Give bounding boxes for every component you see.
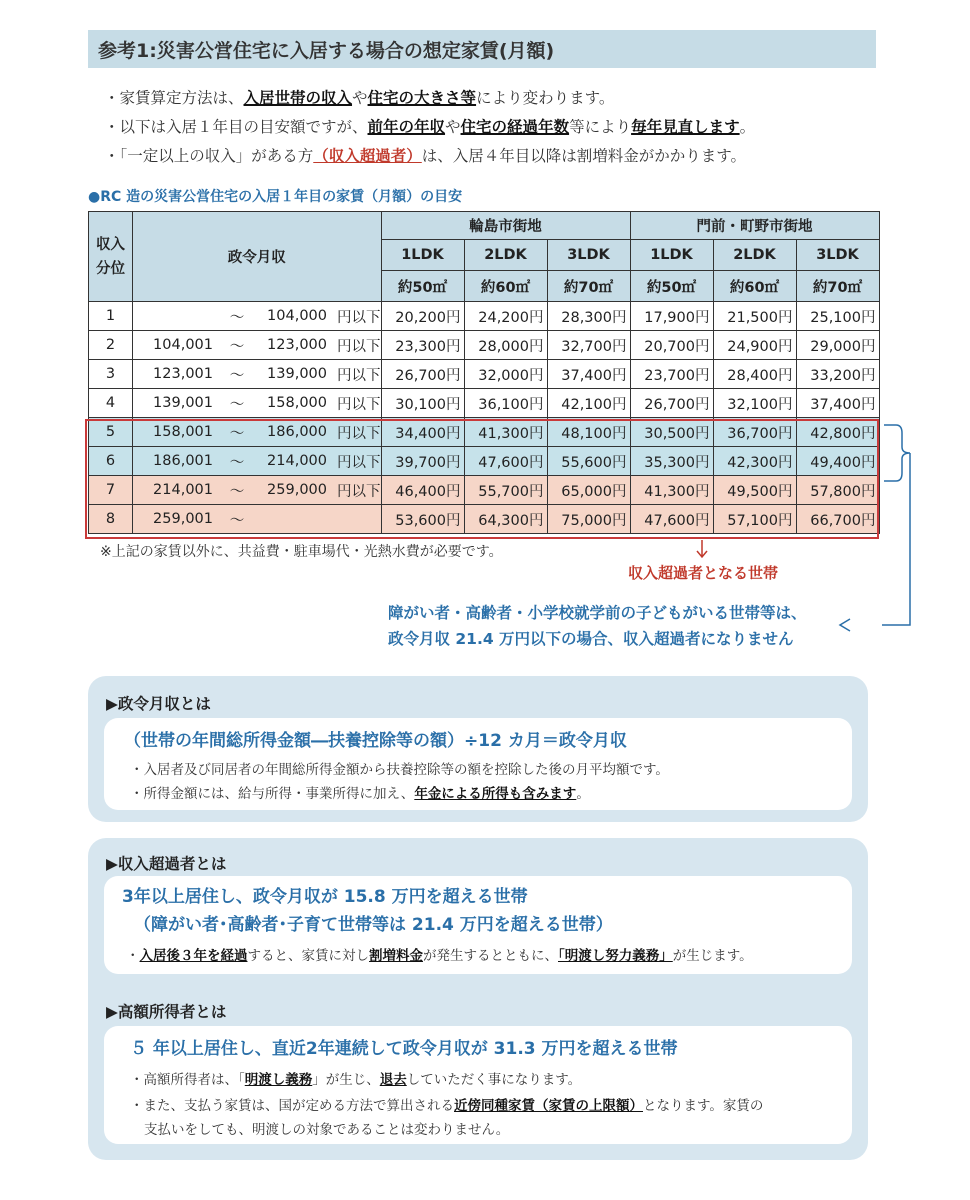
emphasis: 割増料金 bbox=[369, 948, 423, 964]
text: 。 bbox=[576, 786, 590, 802]
income-rank: 1 bbox=[89, 302, 133, 331]
income-lo: 123,001 bbox=[153, 366, 213, 382]
text: は、入居４年目以降は割増料金がかかります。 bbox=[421, 147, 747, 165]
text: していただく事になります。 bbox=[406, 1072, 582, 1088]
income-hi: 104,000 bbox=[267, 308, 327, 324]
panel-head: ▶収入超過者とは bbox=[106, 855, 227, 873]
rent-value: 53,600円 bbox=[381, 505, 464, 534]
income-hi: 186,000 bbox=[267, 424, 327, 440]
text: や bbox=[445, 118, 461, 136]
header-room-size: 約60㎡ bbox=[464, 271, 547, 302]
income-range bbox=[133, 302, 382, 331]
emphasis: 住宅の経過年数 bbox=[460, 118, 570, 136]
card-line bbox=[126, 944, 753, 964]
rent-value: 26,700円 bbox=[630, 389, 713, 418]
income-range bbox=[133, 447, 382, 476]
text: となります。家賃の bbox=[643, 1098, 764, 1114]
text: 。 bbox=[739, 118, 756, 136]
formula: （世帯の年間総所得金額―扶養控除等の額）÷12 カ月＝政令月収 bbox=[124, 731, 627, 751]
table-row bbox=[89, 389, 880, 418]
title-bar bbox=[88, 30, 876, 68]
emphasis-red: （収入超過者） bbox=[313, 147, 422, 165]
rent-value: 57,800円 bbox=[796, 476, 879, 505]
text: ・所得金額には、給与所得・事業所得に加え、 bbox=[130, 786, 415, 802]
rent-value: 55,700円 bbox=[464, 476, 547, 505]
rent-value: 49,400円 bbox=[796, 447, 879, 476]
table-row bbox=[89, 302, 880, 331]
header-room-type: 3LDK bbox=[547, 240, 630, 271]
rent-value: 29,000円 bbox=[796, 331, 879, 360]
panel-head: ▶政令月収とは bbox=[106, 695, 211, 713]
text: ・また、支払う家賃は、国が定める方法で算出される bbox=[130, 1098, 454, 1114]
emphasis: 明渡し義務 bbox=[244, 1072, 313, 1088]
income-lo: 259,001 bbox=[153, 511, 213, 527]
header-room-type: 1LDK bbox=[630, 240, 713, 271]
rent-value: 20,200円 bbox=[381, 302, 464, 331]
rent-value: 41,300円 bbox=[464, 418, 547, 447]
income-range bbox=[133, 505, 382, 534]
income-unit: 円以下 bbox=[337, 483, 381, 500]
emphasis: 住宅の大きさ等 bbox=[367, 89, 477, 107]
exemption-note-line: 障がい者・高齢者・小学校就学前の子どもがいる世帯等は、 bbox=[388, 604, 807, 622]
income-rank: 3 bbox=[89, 360, 133, 389]
income-range bbox=[133, 360, 382, 389]
rent-value: 28,400円 bbox=[713, 360, 796, 389]
rent-value: 30,100円 bbox=[381, 389, 464, 418]
income-rank: 2 bbox=[89, 331, 133, 360]
income-tilde: ～ bbox=[229, 367, 245, 384]
rent-value: 41,300円 bbox=[630, 476, 713, 505]
income-hi: 158,000 bbox=[267, 395, 327, 411]
income-lo: 158,001 bbox=[153, 424, 213, 440]
rent-value: 47,600円 bbox=[464, 447, 547, 476]
text: ・高額所得者は、「 bbox=[130, 1072, 245, 1088]
rent-value: 32,000円 bbox=[464, 360, 547, 389]
rent-value: 39,700円 bbox=[381, 447, 464, 476]
panel-income-excess bbox=[88, 838, 868, 1160]
text: が生じます。 bbox=[672, 948, 753, 964]
rent-value: 30,500円 bbox=[630, 418, 713, 447]
blue-arrowhead bbox=[836, 617, 852, 633]
intro-bullets bbox=[104, 84, 904, 171]
rent-value: 32,100円 bbox=[713, 389, 796, 418]
income-tilde: ～ bbox=[229, 425, 245, 442]
rent-value: 37,400円 bbox=[547, 360, 630, 389]
table-title: ●RC 造の災害公営住宅の入居１年目の家賃（月額）の目安 bbox=[88, 189, 463, 205]
rent-value: 42,300円 bbox=[713, 447, 796, 476]
income-rank: 7 bbox=[89, 476, 133, 505]
high-income-card bbox=[104, 1026, 852, 1144]
rent-value: 33,200円 bbox=[796, 360, 879, 389]
emphasis: 毎年見直します bbox=[631, 118, 740, 136]
rent-value: 48,100円 bbox=[547, 418, 630, 447]
rent-value: 32,700円 bbox=[547, 331, 630, 360]
income-hi: 259,000 bbox=[267, 482, 327, 498]
header-rank: 収入 分位 bbox=[89, 212, 133, 302]
header-room-type: 1LDK bbox=[381, 240, 464, 271]
rent-value: 28,300円 bbox=[547, 302, 630, 331]
panel-seirei-gesshu bbox=[88, 676, 868, 822]
emphasis: 近傍同種家賃（家賃の上限額） bbox=[454, 1098, 643, 1114]
exemption-note-line: 政令月収 21.4 万円以下の場合、収入超過者になりません bbox=[388, 630, 794, 648]
excess-label: 収入超過者となる世帯 bbox=[628, 564, 779, 582]
income-unit: 円以下 bbox=[337, 367, 381, 384]
income-tilde: ～ bbox=[229, 483, 245, 500]
text: や bbox=[352, 89, 368, 107]
rent-value: 57,100円 bbox=[713, 505, 796, 534]
income-rank: 4 bbox=[89, 389, 133, 418]
excess-card bbox=[104, 876, 852, 974]
income-lo: 214,001 bbox=[153, 482, 213, 498]
text: ・「一定以上の収入」がある方 bbox=[104, 147, 314, 165]
header-room-size: 約70㎡ bbox=[547, 271, 630, 302]
rent-value: 17,900円 bbox=[630, 302, 713, 331]
text: により変わります。 bbox=[476, 89, 615, 107]
excess-definition-sub: （障がい者･高齢者･子育て世帯等は 21.4 万円を超える世帯） bbox=[134, 915, 613, 935]
income-hi: 123,000 bbox=[267, 337, 327, 353]
income-tilde: ～ bbox=[229, 309, 245, 326]
income-tilde: ～ bbox=[229, 512, 245, 529]
table-row bbox=[89, 476, 880, 505]
header-room-type: 3LDK bbox=[796, 240, 879, 271]
emphasis: 前年の年収 bbox=[367, 118, 446, 136]
table-row bbox=[89, 360, 880, 389]
rent-value: 64,300円 bbox=[464, 505, 547, 534]
rent-value: 55,600円 bbox=[547, 447, 630, 476]
card-line bbox=[130, 1094, 763, 1114]
header-room-type: 2LDK bbox=[713, 240, 796, 271]
card-line: ・入居者及び同居者の年間総所得金額から扶養控除等の額を控除した後の月平均額です。 bbox=[130, 762, 669, 778]
rent-value: 36,700円 bbox=[713, 418, 796, 447]
bullet-2 bbox=[104, 113, 904, 142]
emphasis: 「明渡し努力義務」 bbox=[558, 948, 673, 964]
rent-value: 36,100円 bbox=[464, 389, 547, 418]
rent-value: 46,400円 bbox=[381, 476, 464, 505]
header-region-monzen: 門前・町野市街地 bbox=[630, 212, 879, 240]
income-tilde: ～ bbox=[229, 454, 245, 471]
rent-value: 23,300円 bbox=[381, 331, 464, 360]
rent-value: 24,200円 bbox=[464, 302, 547, 331]
header-room-size: 約50㎡ bbox=[381, 271, 464, 302]
header-room-size: 約70㎡ bbox=[796, 271, 879, 302]
header-room-type: 2LDK bbox=[464, 240, 547, 271]
rent-value: 20,700円 bbox=[630, 331, 713, 360]
income-range bbox=[133, 476, 382, 505]
income-rank: 5 bbox=[89, 418, 133, 447]
income-rank: 8 bbox=[89, 505, 133, 534]
header-income: 政令月収 bbox=[133, 212, 382, 302]
exemption-note bbox=[388, 600, 807, 652]
header-room-size: 約60㎡ bbox=[713, 271, 796, 302]
note-extra-costs: ※上記の家賃以外に、共益費・駐車場代・光熱水費が必要です。 bbox=[100, 544, 503, 560]
brace-connector bbox=[882, 419, 922, 639]
rent-value: 42,800円 bbox=[796, 418, 879, 447]
rent-value: 23,700円 bbox=[630, 360, 713, 389]
red-down-arrow bbox=[694, 540, 710, 560]
emphasis: 入居後３年を経過 bbox=[139, 948, 248, 964]
text: ・ bbox=[126, 948, 140, 964]
table-row bbox=[89, 505, 880, 534]
page-title: 参考1:災害公営住宅に入居する場合の想定家賃(月額) bbox=[98, 40, 555, 62]
income-lo: 186,001 bbox=[153, 453, 213, 469]
rent-value: 24,900円 bbox=[713, 331, 796, 360]
rent-value: 75,000円 bbox=[547, 505, 630, 534]
table-row bbox=[89, 331, 880, 360]
income-tilde: ～ bbox=[229, 338, 245, 355]
income-lo: 139,001 bbox=[153, 395, 213, 411]
excess-definition: 3年以上居住し、政令月収が 15.8 万円を超える世帯 bbox=[122, 887, 528, 907]
rent-value: 28,000円 bbox=[464, 331, 547, 360]
income-range bbox=[133, 331, 382, 360]
rent-value: 65,000円 bbox=[547, 476, 630, 505]
rent-value: 25,100円 bbox=[796, 302, 879, 331]
income-unit: 円以下 bbox=[337, 396, 381, 413]
text: 」が生じ、 bbox=[312, 1072, 380, 1088]
income-unit: 円以下 bbox=[337, 309, 381, 326]
bullet-1 bbox=[104, 84, 904, 113]
text: ・家賃算定方法は、 bbox=[104, 89, 244, 107]
income-hi: 139,000 bbox=[267, 366, 327, 382]
income-range bbox=[133, 418, 382, 447]
header-region-wajima: 輪島市街地 bbox=[381, 212, 630, 240]
text: が発生するとともに、 bbox=[423, 948, 558, 964]
rent-value: 35,300円 bbox=[630, 447, 713, 476]
panel-head-high-income: ▶高額所得者とは bbox=[106, 1003, 227, 1021]
emphasis: 入居世帯の収入 bbox=[243, 89, 353, 107]
emphasis: 退去 bbox=[379, 1072, 407, 1088]
income-unit: 円以下 bbox=[337, 425, 381, 442]
bullet-3 bbox=[104, 142, 904, 171]
card-line: 支払いをしても、明渡しの対象であることは変わりません。 bbox=[144, 1122, 510, 1138]
income-range bbox=[133, 389, 382, 418]
rent-value: 47,600円 bbox=[630, 505, 713, 534]
text: 等により bbox=[569, 118, 632, 136]
income-lo: 104,001 bbox=[153, 337, 213, 353]
header-room-size: 約50㎡ bbox=[630, 271, 713, 302]
card-line bbox=[130, 782, 590, 802]
income-unit: 円以下 bbox=[337, 338, 381, 355]
text: すると、家賃に対し bbox=[247, 948, 369, 964]
emphasis: 年金による所得も含みます bbox=[414, 786, 577, 802]
rent-value: 21,500円 bbox=[713, 302, 796, 331]
table-row bbox=[89, 447, 880, 476]
text: ・以下は入居１年目の目安額ですが、 bbox=[104, 118, 368, 136]
rent-table bbox=[88, 211, 880, 534]
income-hi: 214,000 bbox=[267, 453, 327, 469]
income-unit: 円以下 bbox=[337, 454, 381, 471]
rent-value: 26,700円 bbox=[381, 360, 464, 389]
rent-value: 66,700円 bbox=[796, 505, 879, 534]
high-income-definition: ５ 年以上居住し、直近2年連続して政令月収が 31.3 万円を超える世帯 bbox=[130, 1039, 678, 1059]
rent-value: 37,400円 bbox=[796, 389, 879, 418]
income-rank: 6 bbox=[89, 447, 133, 476]
rent-value: 34,400円 bbox=[381, 418, 464, 447]
formula-card bbox=[104, 718, 852, 810]
table-row bbox=[89, 418, 880, 447]
income-tilde: ～ bbox=[229, 396, 245, 413]
card-line bbox=[130, 1068, 581, 1088]
rent-value: 49,500円 bbox=[713, 476, 796, 505]
rent-value: 42,100円 bbox=[547, 389, 630, 418]
